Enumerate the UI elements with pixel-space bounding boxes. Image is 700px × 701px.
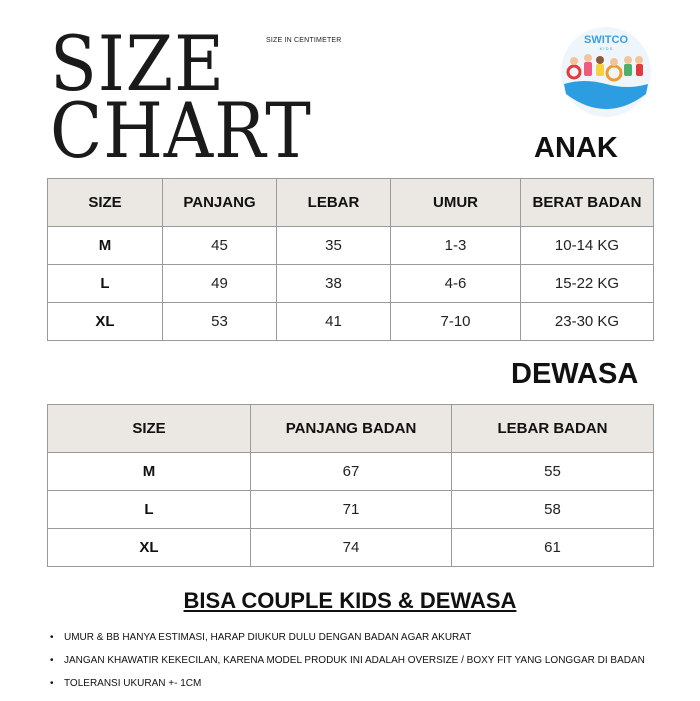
table-header-row — [48, 179, 654, 227]
table-cell: 35 — [277, 227, 391, 265]
bullet-icon: • — [50, 655, 54, 666]
table-cell: 4-6 — [391, 265, 521, 303]
notes-list — [50, 632, 645, 701]
table-cell: 45 — [163, 227, 277, 265]
dewasa-size-table — [47, 404, 654, 567]
note-text: UMUR & BB HANYA ESTIMASI, HARAP DIUKUR DULU DENGAN BADAN AGAR AKURAT — [64, 632, 472, 643]
table-cell: M — [48, 227, 163, 265]
title-chart: CHART — [50, 86, 312, 175]
table-row — [48, 529, 654, 567]
table-cell: 38 — [277, 265, 391, 303]
table-cell: 58 — [452, 491, 654, 529]
column-header-size: SIZE — [48, 405, 251, 453]
note-text: JANGAN KHAWATIR KEKECILAN, KARENA MODEL PRODUK INI ADALAH OVERSIZE / BOXY FIT YANG LONGGAR DI BADAN — [64, 655, 645, 666]
table-cell: 7-10 — [391, 303, 521, 341]
note-text: TOLERANSI UKURAN +- 1CM — [64, 678, 202, 689]
column-header-umur: UMUR — [391, 179, 521, 227]
table-cell: 15-22 KG — [521, 265, 654, 303]
column-header-panjang-badan: PANJANG BADAN — [251, 405, 452, 453]
anak-size-table — [47, 178, 654, 341]
table-row — [48, 491, 654, 529]
table-cell: 23-30 KG — [521, 303, 654, 341]
column-header-lebar-badan: LEBAR BADAN — [452, 405, 654, 453]
column-header-lebar: LEBAR — [277, 179, 391, 227]
table-row — [48, 303, 654, 341]
table-cell: 61 — [452, 529, 654, 567]
list-item — [50, 678, 645, 690]
logo-sub-text: K I D S — [599, 46, 613, 51]
bullet-icon: • — [50, 632, 54, 643]
table-cell: 49 — [163, 265, 277, 303]
table-cell: XL — [48, 529, 251, 567]
table-cell: 67 — [251, 453, 452, 491]
unit-note: SIZE IN CENTIMETER — [266, 37, 342, 44]
column-header-size: SIZE — [48, 179, 163, 227]
column-header-berat-badan: BERAT BADAN — [521, 179, 654, 227]
table-cell: 10-14 KG — [521, 227, 654, 265]
table-row — [48, 265, 654, 303]
table-cell: 74 — [251, 529, 452, 567]
column-header-panjang: PANJANG — [163, 179, 277, 227]
logo-brand-text: SWITCO — [584, 34, 628, 46]
table-cell: 41 — [277, 303, 391, 341]
table-cell: M — [48, 453, 251, 491]
table-cell: XL — [48, 303, 163, 341]
dewasa-title: DEWASA — [511, 358, 639, 390]
title-size: SIZE — [50, 19, 225, 108]
list-item — [50, 632, 645, 644]
table-cell: 71 — [251, 491, 452, 529]
table-header-row — [48, 405, 654, 453]
table-row — [48, 453, 654, 491]
table-cell: 53 — [163, 303, 277, 341]
table-row — [48, 227, 654, 265]
anak-title: ANAK — [534, 132, 618, 164]
table-cell: 1-3 — [391, 227, 521, 265]
table-cell: L — [48, 265, 163, 303]
couple-banner: BISA COUPLE KIDS & DEWASA — [183, 588, 517, 613]
brand-logo — [560, 26, 652, 118]
table-cell: L — [48, 491, 251, 529]
list-item — [50, 655, 645, 667]
table-cell: 55 — [452, 453, 654, 491]
bullet-icon: • — [50, 678, 54, 689]
